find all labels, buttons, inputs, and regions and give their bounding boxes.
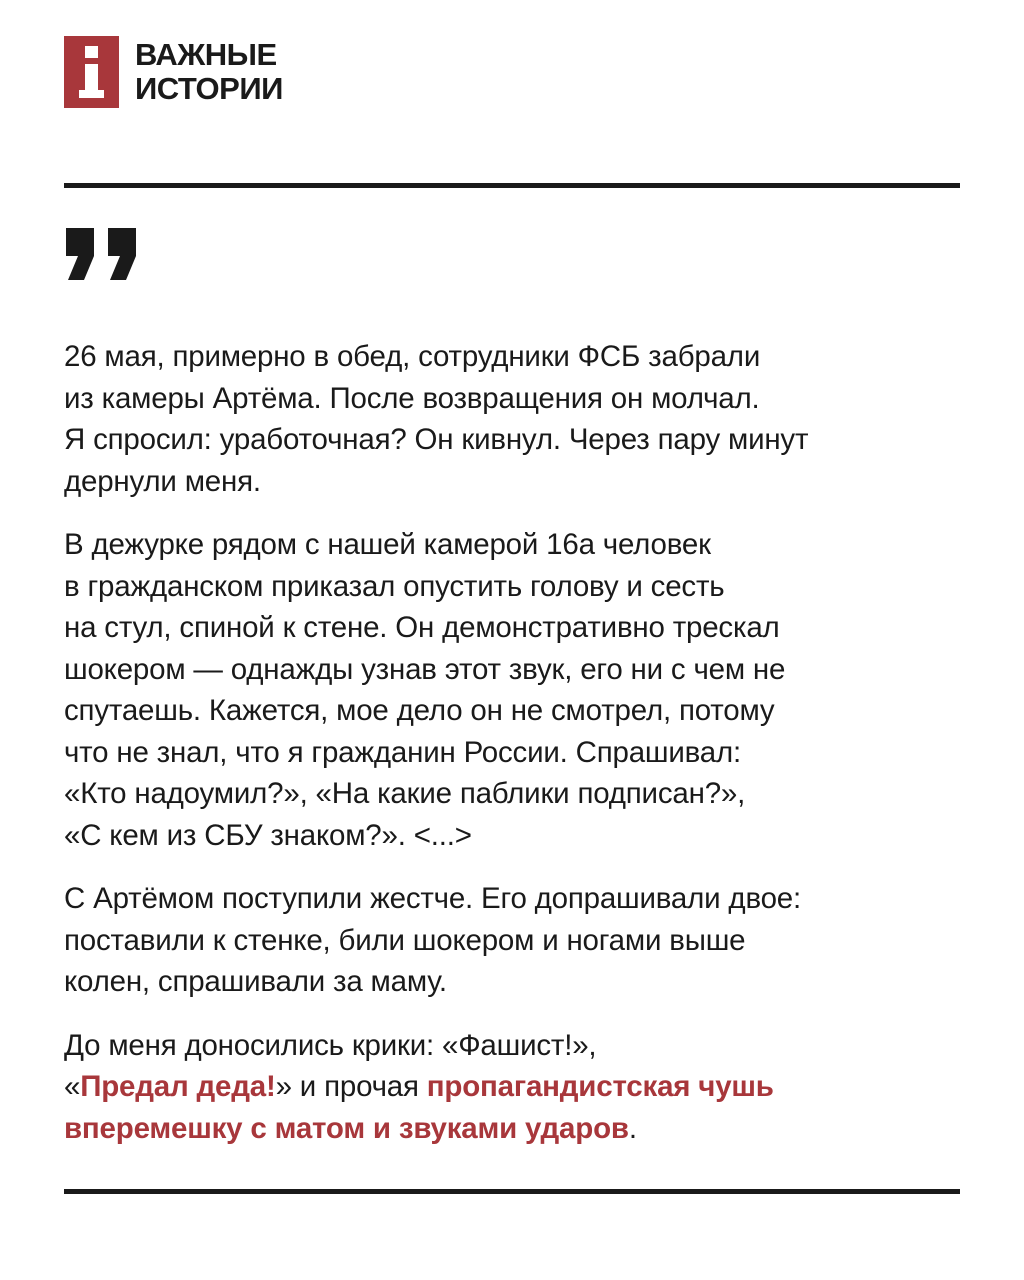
text-line: из камеры Артёма. После возвращения он молчал. (64, 381, 760, 415)
letter-i-logo-icon (64, 36, 119, 108)
closing-quote-icon (64, 226, 140, 282)
bottom-divider (64, 1189, 960, 1194)
text-line: дернули меня. (64, 464, 261, 498)
highlight-text: пропагандистская чушь (426, 1070, 774, 1103)
paragraph-2 (64, 524, 964, 856)
text-line: 26 мая, примерно в обед, сотрудники ФСБ забрали (64, 340, 761, 373)
text-line: в гражданском приказал опустить голову и сесть (64, 569, 725, 603)
plain-text: » и прочая (275, 1070, 427, 1103)
text-line: что не знал, что я гражданин России. Спрашивал: (64, 735, 742, 769)
paragraph-1 (64, 336, 964, 502)
highlight-text: вперемешку с матом и звуками ударов (64, 1111, 629, 1145)
text-line: на стул, спиной к стене. Он демонстративно трескал (64, 611, 780, 644)
highlight-text: Предал деда! (80, 1070, 276, 1103)
text-line: В дежурке рядом с нашей камерой 16а человек (64, 528, 711, 561)
text-line (64, 1108, 964, 1150)
quote-body (64, 336, 964, 1171)
text-line: шокером — однажды узнав этот звук, его ни с чем не (64, 652, 786, 686)
text-line: «Кто надоумил?», «На какие паблики подписан?», (64, 777, 746, 810)
text-line (64, 1066, 964, 1108)
brand-name-line2: ИСТОРИИ (135, 71, 283, 106)
brand-name-line1: ВАЖНЫЕ (135, 37, 277, 72)
text-line: С Артёмом поступили жестче. Его допрашивали двое: (64, 882, 801, 915)
paragraph-3 (64, 878, 964, 1003)
text-line: колен, спрашивали за маму. (64, 965, 447, 998)
text-line: поставили к стенке, били шокером и ногами выше (64, 923, 746, 957)
text-line: «С кем из СБУ знаком?». <...> (64, 818, 472, 852)
text-line: спутаешь. Кажется, мое дело он не смотрел, потому (64, 694, 775, 727)
brand-name (135, 38, 283, 106)
open-quote: « (64, 1070, 81, 1103)
plain-text: . (628, 1111, 637, 1145)
brand-logo (64, 36, 283, 108)
text-line: До меня доносились крики: «Фашист!», (64, 1028, 597, 1062)
text-line: Я спросил: уработочная? Он кивнул. Через пару минут (64, 423, 809, 456)
paragraph-4 (64, 1025, 964, 1150)
top-divider (64, 183, 960, 188)
